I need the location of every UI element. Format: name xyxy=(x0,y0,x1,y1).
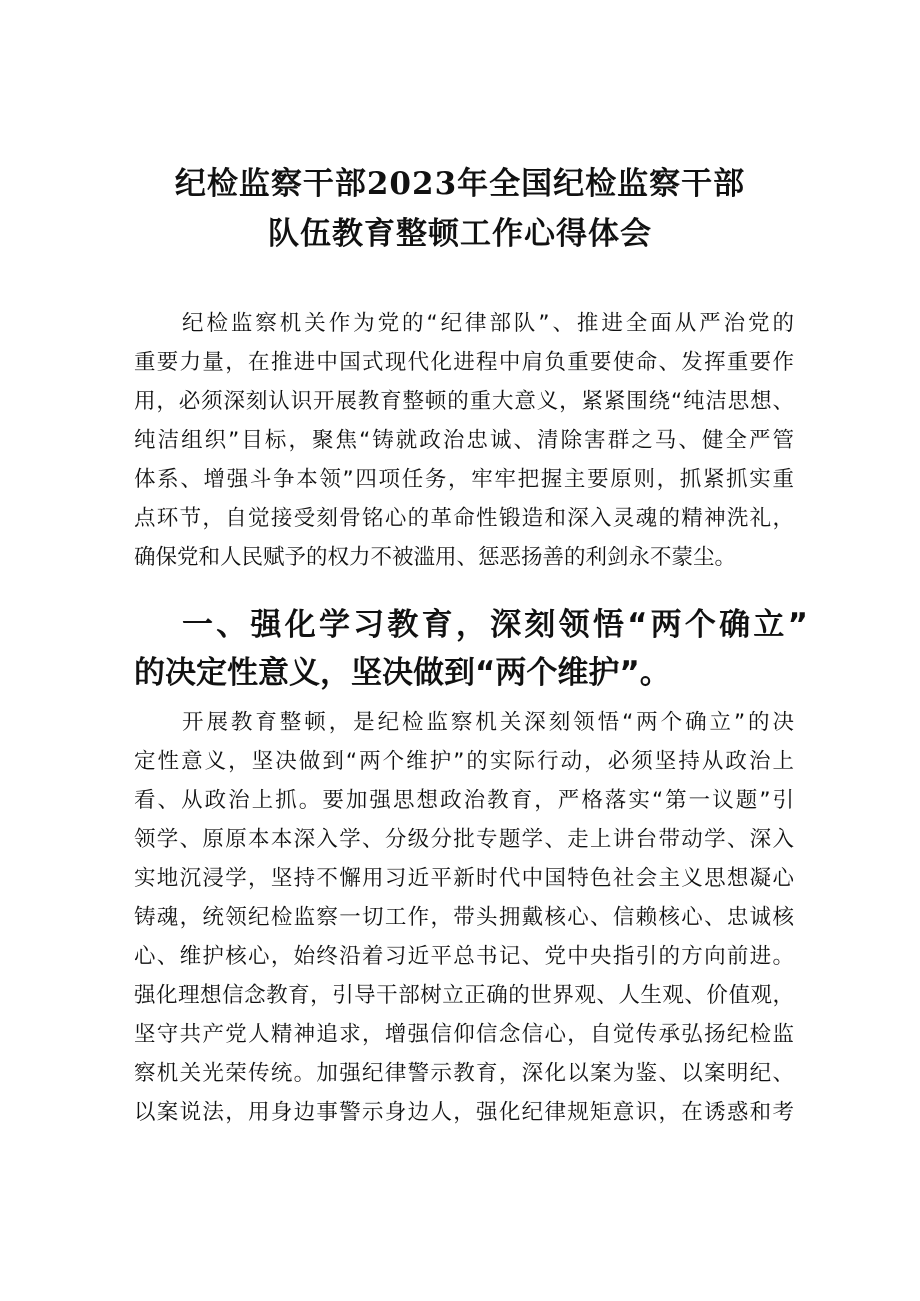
section-paragraph-line: 察机关光荣传统。加强纪律警示教育，深化以案为鉴、以案明纪、 xyxy=(134,1061,794,1086)
section-paragraph-line: 以案说法，用身边事警示身边人，强化纪律规矩意识，在诱惑和考 xyxy=(134,1100,794,1125)
document-title-line-2: 队伍教育整顿工作心得体会 xyxy=(268,216,652,252)
section-paragraph-line: 领学、原原本本深入学、分级分批专题学、走上讲台带动学、深入 xyxy=(134,827,794,852)
intro-paragraph-line: 点环节，自觉接受刻骨铭心的革命性锻造和深入灵魂的精神洗礼， xyxy=(134,506,794,531)
section-paragraph-line: 定性意义，坚决做到“两个维护”的实际行动，必须坚持从政治上 xyxy=(134,749,794,774)
intro-paragraph-line: 体系、增强斗争本领”四项任务，牢牢把握主要原则，抓紧抓实重 xyxy=(134,467,794,492)
section-paragraph-line: 坚守共产党人精神追求，增强信仰信念信心，自觉传承弘扬纪检监 xyxy=(134,1022,794,1047)
section-paragraph-line: 开展教育整顿，是纪检监察机关深刻领悟“两个确立”的决 xyxy=(182,710,794,735)
document-title-line-1: 纪检监察干部2023年全国纪检监察干部 xyxy=(174,166,746,202)
section-paragraph-line: 铸魂，统领纪检监察一切工作，带头拥戴核心、信赖核心、忠诚核 xyxy=(134,905,794,930)
section-paragraph-line: 强化理想信念教育，引导干部树立正确的世界观、人生观、价值观， xyxy=(134,983,794,1008)
section-paragraph-line: 看、从政治上抓。要加强思想政治教育，严格落实“第一议题”引 xyxy=(134,788,794,813)
intro-paragraph-line: 确保党和人民赋予的权力不被滥用、惩恶扬善的利剑永不蒙尘。 xyxy=(134,545,737,570)
section-heading-line-1: 一、强化学习教育，深刻领悟“两个确立” xyxy=(182,607,808,643)
intro-paragraph-line: 用，必须深刻认识开展教育整顿的重大意义，紧紧围绕“纯洁思想、 xyxy=(134,389,794,414)
intro-paragraph-line: 纪检监察机关作为党的“纪律部队”、推进全面从严治党的 xyxy=(182,311,794,336)
section-heading-line-2: 的决定性意义，坚决做到“两个维护”。 xyxy=(134,655,671,691)
section-paragraph-line: 实地沉浸学，坚持不懈用习近平新时代中国特色社会主义思想凝心 xyxy=(134,866,794,891)
intro-paragraph-line: 纯洁组织”目标，聚焦“铸就政治忠诚、清除害群之马、健全严管 xyxy=(134,428,794,453)
intro-paragraph-line: 重要力量，在推进中国式现代化进程中肩负重要使命、发挥重要作 xyxy=(134,350,794,375)
section-paragraph-line: 心、维护核心，始终沿着习近平总书记、党中央指引的方向前进。 xyxy=(134,944,794,969)
